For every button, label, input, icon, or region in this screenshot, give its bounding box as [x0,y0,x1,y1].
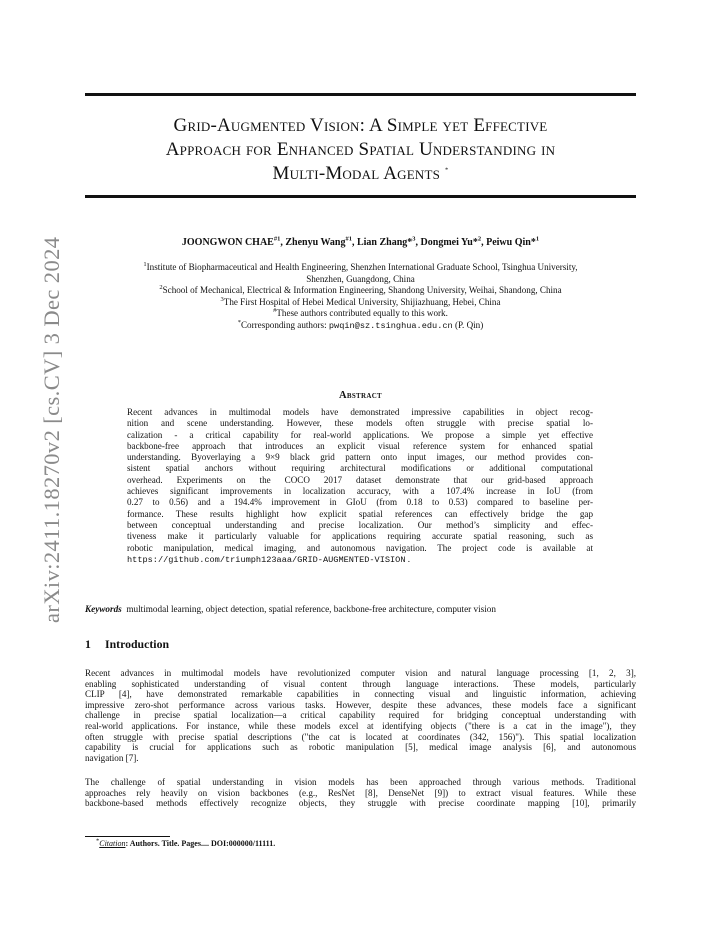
project-code-link[interactable]: https://github.com/triumph123aaa/GRID-AUGMENTED-VISION [127,554,406,565]
title-line-1: Grid-Augmented Vision: A Simple yet Effective [173,115,548,136]
footnote-text: : Authors. Title. Pages.... DOI:000000/11111. [125,839,276,848]
abstract-line: calization - a critical capability for real-world applications. We propose a simple yet effective [127,429,593,440]
author-list: JOONGWON CHAE$^{\#1}$, Zhenyu Wang$^{\#1}$, Lian Zhang*$^3$, Dongmei Yu*$^2$, Peiwu Qin*$^1$ [181,235,540,248]
abstract-line: formance. These results highlight how explicit spatial references can effectively bridge the gap [127,508,593,519]
paragraph-line: backbone-based methods effectively recognize objects, they struggle with precise coordinate mapping [10], primarily [85,798,636,809]
paragraph-line: approaches rely heavily on vision backbones (e.g., ResNet [8], DenseNet [9]) to extract visual features. While these [85,787,636,798]
corresponding-email[interactable]: pwqin@sz.tsinghua.edu.cn [328,320,453,331]
intro-paragraph-2 [85,777,636,809]
affiliation-2: $^2$School of Mechanical, Electrical & Information Engineering, Shandong University, Weihai, Shandong, China [159,284,562,296]
paragraph-line: often struggle with precise spatial descriptions ("the cat is located at coordinates (342, 156)"). This spatial localization [85,731,636,742]
keywords-text: multimodal learning, object detection, spatial reference, backbone-free architecture, computer vision [126,604,496,614]
abstract-line: sistent spatial anchors without requiring architectural modifications or additional computational [127,463,593,474]
paragraph-line: The challenge of spatial understanding in vision models has been approached through various methods. Traditional [85,777,636,787]
paper-title [85,114,636,186]
abstract-line: nition and scene understanding. However, these models often struggle with precise spatial lo- [127,418,593,429]
abstract-line: https://github.com/triumph123aaa/GRID-AUGMENTED-VISION . [127,553,411,565]
author: JOONGWON CHAE$^{\#1}$ [181,235,281,248]
title-line-2: Approach for Enhanced Spatial Understanding in [165,139,556,160]
abstract-line: achieves significant improvements in localization accuracy, with a 107.4% increase in IoU (from [127,486,593,497]
affiliation-3: $^3$The First Hospital of Hebei Medical University, Shijiazhuang, Hebei, China [220,295,501,307]
author: Peiwu Qin*$^1$ [486,235,540,248]
footnote-label: Citation [99,839,126,848]
citation-footnote [96,839,275,848]
title-rule-top [85,93,636,96]
abstract-line: understanding. Byoverlaying a 9×9 black grid pattern onto input images, our method provides con- [127,452,593,463]
abstract-heading: Abstract [338,390,383,401]
abstract-line: overhead. Experiments on the COCO 2017 dataset demonstrate that our grid-based approach [127,474,593,485]
corresponding-authors: *Corresponding authors: pwqin@sz.tsinghua.edu.cn (P. Qin) [237,318,484,331]
affiliations [78,262,643,333]
title-rule-bottom [85,195,636,198]
paragraph-line: impressive zero-shot performance across various tasks. However, despite these advances, these models face a significant [85,699,636,710]
keywords-label: Keywords [85,604,122,614]
abstract-line: backbone-free approach that introduces an explicit visual reference system for enhanced spatial [127,440,593,451]
section-number: 1 [85,637,91,651]
abstract-line: 0.27 to 0.56) and a 194.4% improvement in GIoU (from 0.18 to 0.53) compared to baseline per- [127,497,593,508]
paragraph-line: capability is crucial for applications such as robotic manipulation [5], medical image analysis [6], and autonomous [85,742,636,753]
author: Lian Zhang*$^3$ [356,235,416,248]
abstract-line: between conceptual understanding and precise localization. Our method’s simplicity and effec- [127,519,593,530]
abstract-line: tiveness make it particularly valuable for applications requiring accurate spatial reasoning, such as [127,531,593,542]
intro-paragraph-1 [85,668,636,763]
paragraph-line: CLIP [4], have demonstrated remarkable capabilities in connecting visual and linguistic information, achieving [85,689,636,700]
arxiv-identifier-sidebar: arXiv:2411.18270v2 [cs.CV] 3 Dec 2024 [39,236,64,623]
abstract-body [127,407,593,566]
affiliation-1: $^1$Institute of Biopharmaceutical and Health Engineering, Shenzhen International Graduate School, Tsinghua University, [143,260,578,272]
equal-contribution-note: #These authors contributed equally to this work. [273,307,448,319]
keywords [85,604,645,614]
paragraph-line: navigation [7]. [85,752,139,763]
abstract-line: robotic manipulation, medical imaging, and autonomous navigation. The project code is available at [127,542,593,553]
paragraph-line: Recent advances in multimodal models have revolutionized computer vision and natural language processing [1, 2, 3], [85,668,636,678]
paragraph-line: enabling sophisticated understanding of visual content through language interactions. These models, particularly [85,678,636,689]
author: Zhenyu Wang$^{\#1}$ [285,235,352,248]
paragraph-line: challenge in precise spatial localization—a critical capability required for bridging conceptual understanding with [85,710,636,721]
section-heading [85,637,169,652]
section-title: Introduction [105,637,170,651]
affiliation-1-location: Shenzhen, Guangdong, China [306,273,415,284]
paragraph-line: real-world applications. For instance, while these models excel at identifying objects ("there is a cat in the image"), they [85,720,636,731]
author: Dongmei Yu*$^2$ [420,235,482,248]
title-footnote-mark: * [445,166,449,174]
abstract-line: Recent advances in multimodal models have demonstrated impressive capabilities in object recog- [127,407,593,417]
footnote-mark: * [96,837,100,845]
title-line-3: Multi-Modal Agents * [272,163,449,184]
